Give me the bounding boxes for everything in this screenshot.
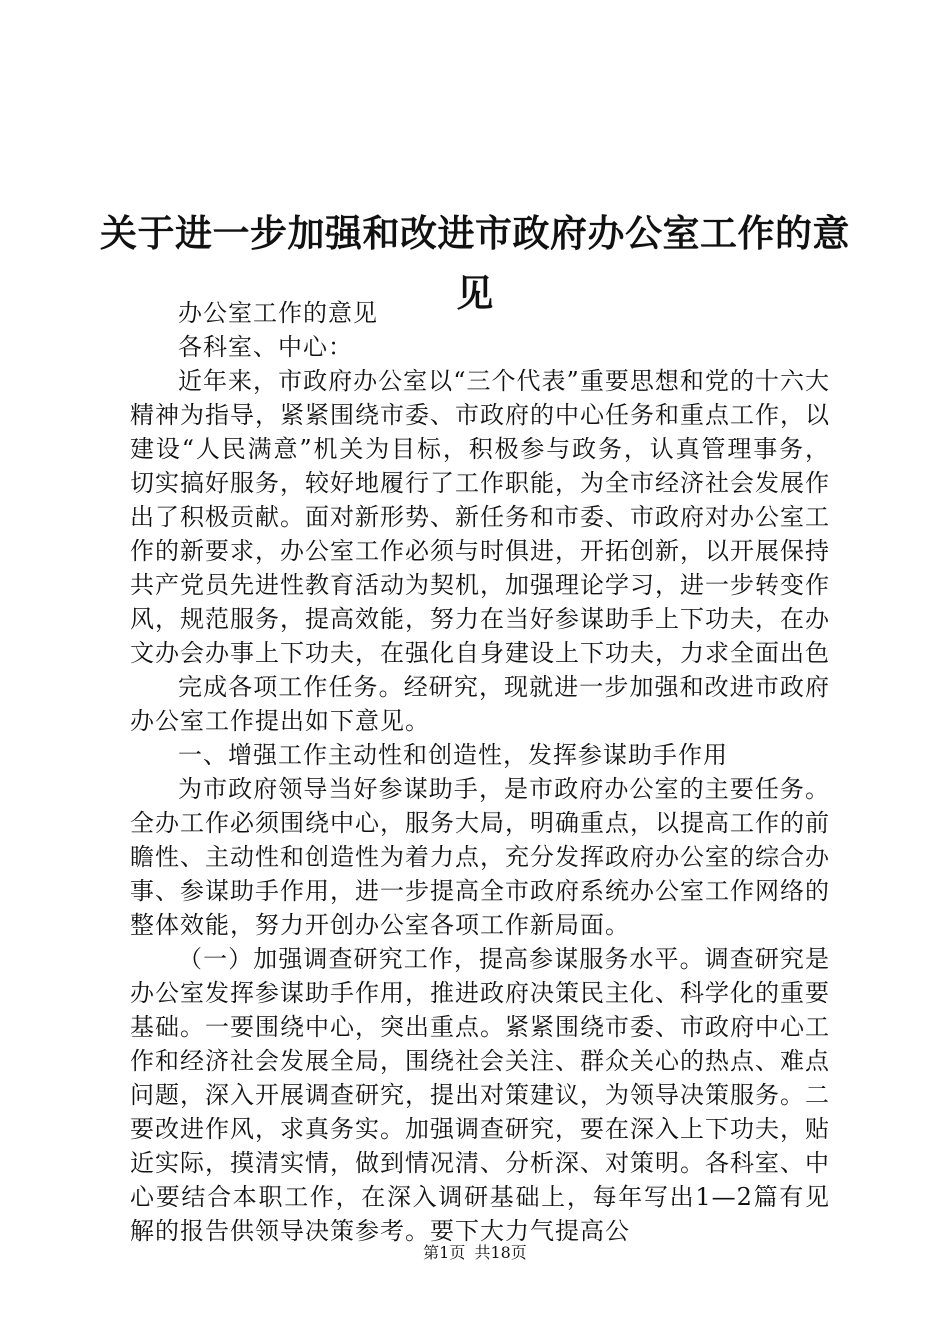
document-addressee: 各科室、中心： xyxy=(178,333,353,361)
document-title: 关于进一步加强和改进市政府办公室工作的意见 xyxy=(100,210,850,315)
paragraph-section-1: 为市政府领导当好参谋助手，是市政府办公室的主要任务。全办工作必须围绕中心，服务大局，明确重点，以提高工作的前瞻性、主动性和创造性为着力点，充分发挥政府办公室的综合办事、参谋助手作用，进一步提高全市政府系统办公室工作网络的整体效能，努力开创办公室各项工作新局面。 xyxy=(130,775,830,939)
document-subtitle: 办公室工作的意见 xyxy=(178,299,378,327)
section-heading-1: 一、增强工作主动性和创造性，发挥参谋助手作用 xyxy=(178,741,728,769)
paragraph-intro: 近年来，市政府办公室以“三个代表”重要思想和党的十六大精神为指导，紧紧围绕市委、市政府的中心任务和重点工作，以建设“人民满意”机关为目标，积极参与政务，认真管理事务，切实搞好服务，较好地履行了工作职能，为全市经济社会发展作出了积极贡献。面对新形势、新任务和市委、市政府对办公室工作的新要求，办公室工作必须与时俱进，开拓创新，以开展保持共产党员先进性教育活动为契机，加强理论学习，进一步转变作风，规范服务，提高效能，努力在当好参谋助手上下功夫，在办文办会办事上下功夫，在强化自身建设上下功夫，力求全面出色 xyxy=(130,367,830,667)
paragraph-subsection-1: （一）加强调查研究工作，提高参谋服务水平。调查研究是办公室发挥参谋助手作用，推进政府决策民主化、科学化的重要基础。一要围绕中心，突出重点。紧紧围绕市委、市政府中心工作和经济社会发展全局，围绕社会关注、群众关心的热点、难点问题，深入开展调查研究，提出对策建议，为领导决策服务。二要改进作风，求真务实。加强调查研究，要在深入上下功夫，贴近实际，摸清实情，做到情况清、分析深、对策明。各科室、中心要结合本职工作，在深入调研基础上，每年写出1—2篇有见解的报告供领导决策参考。要下大力气提高公 xyxy=(130,945,830,1245)
document-body xyxy=(130,296,830,1248)
paragraph-opinion: 完成各项工作任务。经研究，现就进一步加强和改进市政府办公室工作提出如下意见。 xyxy=(130,673,830,735)
page-number-footer: 第1页 共18页 xyxy=(423,1243,527,1262)
